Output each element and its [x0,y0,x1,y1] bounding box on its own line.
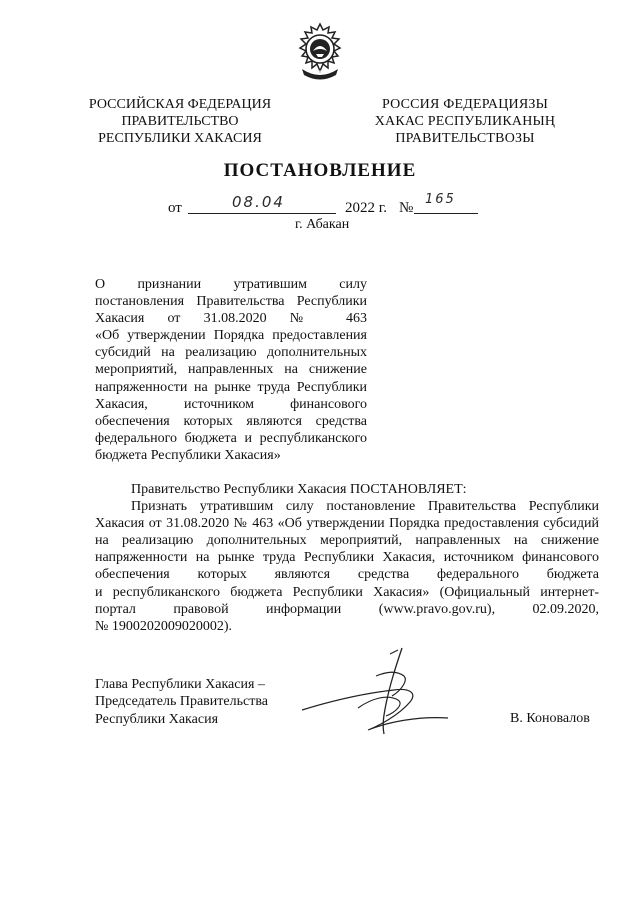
handwritten-signature [298,646,458,736]
body-line: Хакасия от 31.08.2020 № 463 «Об утверждении Порядка предоставления субсидий [95,516,599,532]
number-underline [414,213,478,214]
header-left-line: РОССИЙСКАЯ ФЕДЕРАЦИЯ [88,97,272,112]
header-right-line: ПРАВИТЕЛЬСТВОЗЫ [395,131,535,146]
date-underline [188,213,336,214]
signatory-line: Глава Республики Хакасия – [95,677,265,692]
header-right-line: РОССИЯ ФЕДЕРАЦИЯЗЫ [381,97,549,112]
header-right-kjh [360,96,570,147]
subject-line: Хакасия, источником финансового [95,396,367,412]
subject-line: «Об утверждении Порядка предоставления [95,328,367,344]
document-body [95,481,599,635]
header-right-line: ХАКАС РЕСПУБЛИКАНЫҢ [374,114,556,129]
body-line: Признать утратившим силу постановление Правительства Республики [131,499,599,515]
body-line: № 1900202009020002). [95,618,233,634]
header-left-line: ПРАВИТЕЛЬСТВО [121,114,239,129]
signatory-title [95,676,268,728]
handwritten-number: 165 [425,192,456,207]
handwritten-date: 08.04 [232,193,285,211]
header-left-line: РЕСПУБЛИКИ ХАКАСИЯ [98,131,262,146]
date-prefix: от [168,200,182,216]
signatory-line: Председатель Правительства [95,694,268,710]
date-year: 2022 г. [345,200,387,216]
subject-line: федерального бюджета и республиканского [95,430,367,446]
document-title: ПОСТАНОВЛЕНИЕ [223,160,417,181]
signatory-line: Республики Хакасия [95,711,219,727]
body-line: и республиканского бюджета Республики Хакасия» (Официальный интернет- [95,584,599,600]
body-intro: Правительство Республики Хакасия ПОСТАНОВЛЯЕТ: [131,482,467,497]
date-number-line [0,192,640,219]
subject-line: обеспечения которых являются средства [95,413,367,429]
number-sign: № [399,200,414,216]
khakassia-coat-of-arms-icon [292,21,348,85]
header-left-ru [80,96,280,147]
subject-line: напряженности на рынке труда Республики [95,379,367,395]
city: г. Абакан [295,217,350,232]
subject-line: Хакасия от 31.08.2020 № 463 [95,311,367,327]
body-line: на реализацию дополнительных мероприятий, направленных на снижение [95,533,599,549]
body-line: портал правовой информации (www.pravo.gov.ru), 02.09.2020, [95,601,599,617]
subject-line: О признании утратившим силу [95,277,367,292]
subject-line: бюджета Республики Хакасия» [95,447,281,463]
document-subject [95,276,367,464]
subject-line: постановления Правительства Республики [95,294,367,310]
subject-line: субсидий на реализацию дополнительных [95,345,367,361]
body-line: напряженности на рынке труда Республики Хакасия, источником финансового [95,550,599,566]
signatory-name: В. Коновалов [510,711,590,726]
body-line: обеспечения которых являются средства федерального бюджета [95,567,599,583]
subject-line: мероприятий, направленных на снижение [95,362,367,378]
